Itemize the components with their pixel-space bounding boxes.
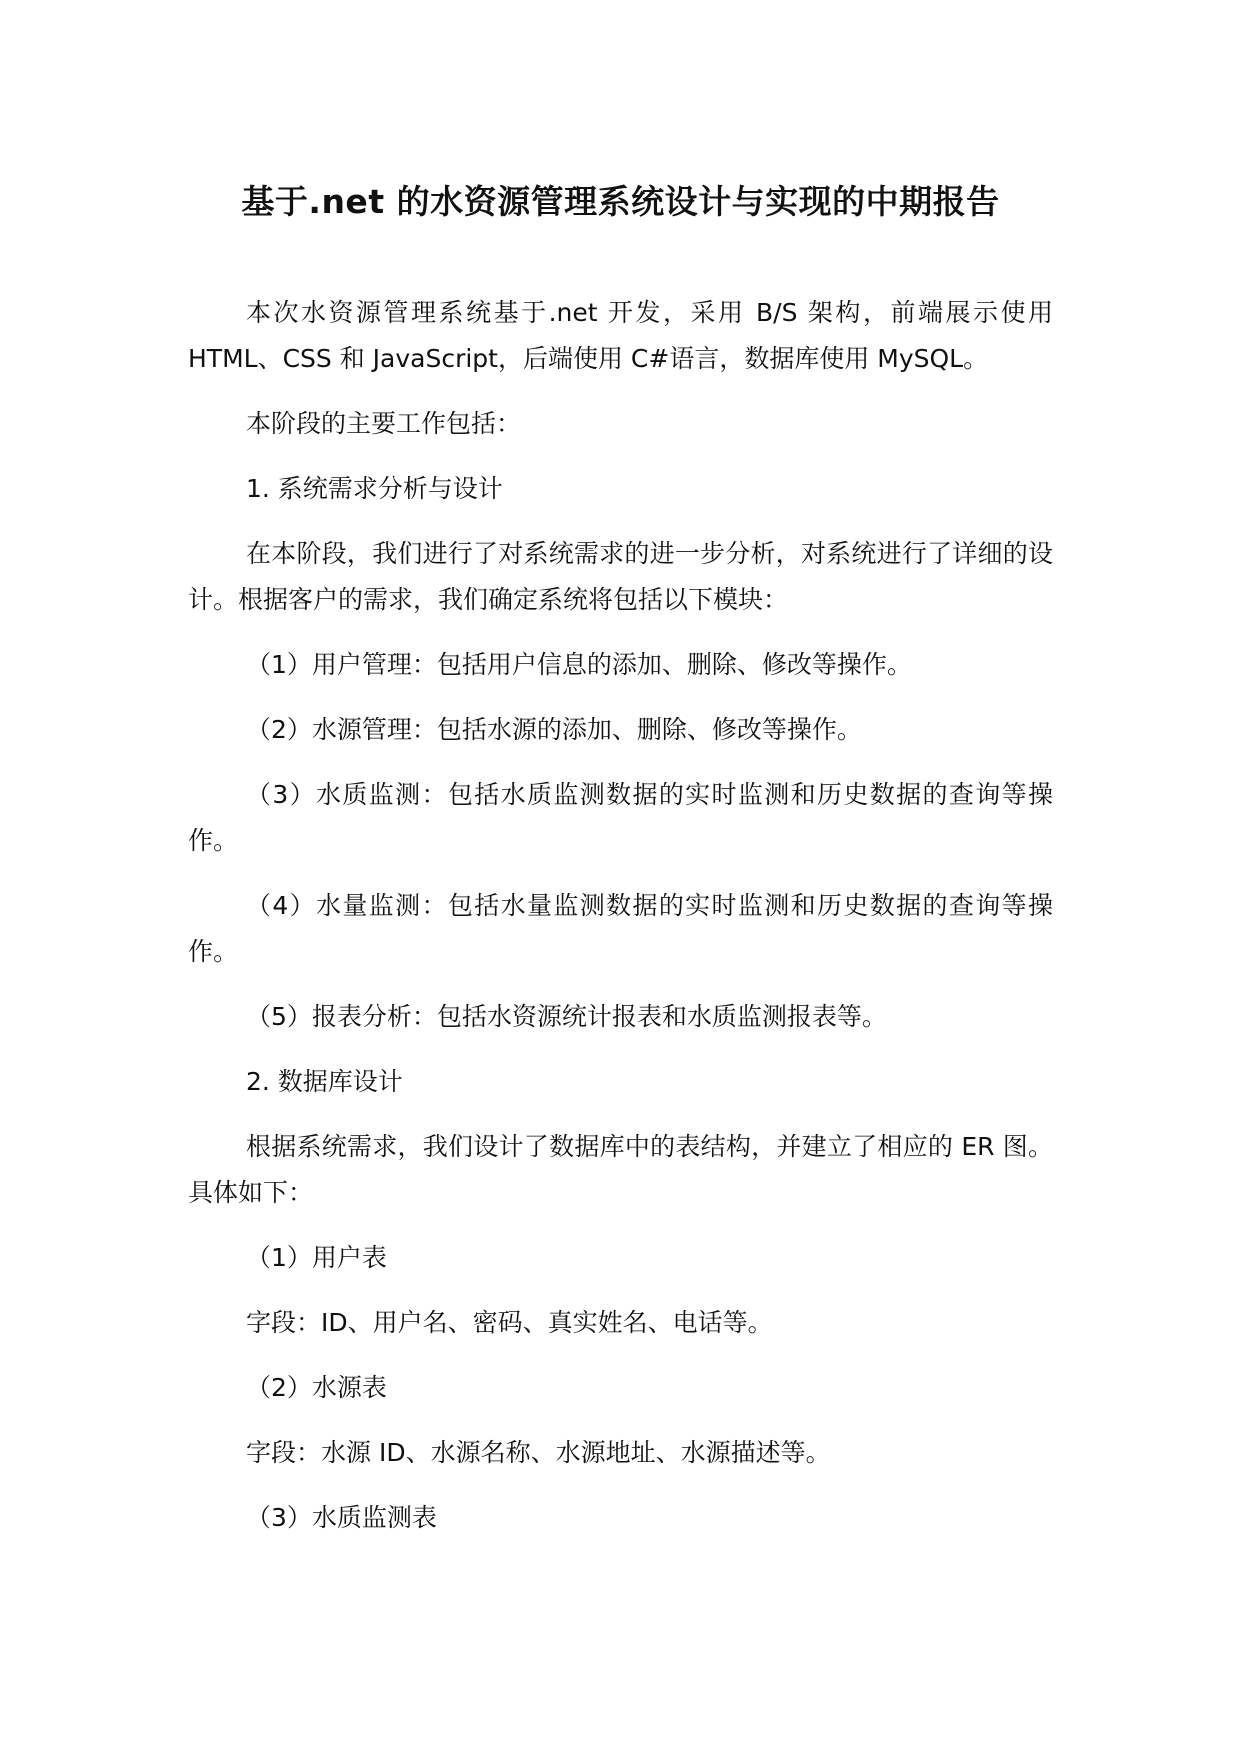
module-item-water-quantity-monitoring: （4）水量监测：包括水量监测数据的实时监测和历史数据的查询等操作。: [188, 891, 1053, 966]
module-item-water-quality-monitoring: （3）水质监测：包括水质监测数据的实时监测和历史数据的查询等操作。: [188, 780, 1053, 855]
section-heading-database: 2. 数据库设计: [246, 1067, 403, 1096]
section-heading-requirements: 1. 系统需求分析与设计: [246, 474, 503, 503]
table-fields-water-source: 字段：水源 ID、水源名称、水源地址、水源描述等。: [246, 1438, 831, 1467]
table-heading-water-source: （2）水源表: [246, 1373, 387, 1402]
table-heading-user: （1）用户表: [246, 1243, 387, 1272]
paragraph-work-summary: 本阶段的主要工作包括：: [246, 409, 522, 438]
document-body: [188, 290, 1053, 1560]
table-fields-user: 字段：ID、用户名、密码、真实姓名、电话等。: [246, 1308, 773, 1337]
paragraph-intro: 本次水资源管理系统基于.net 开发，采用 B/S 架构，前端展示使用 HTML、CSS 和 JavaScript，后端使用 C#语言，数据库使用 MySQL。: [188, 298, 1053, 373]
table-heading-water-quality: （3）水质监测表: [246, 1503, 437, 1532]
paragraph-database: 根据系统需求，我们设计了数据库中的表结构，并建立了相应的 ER 图。具体如下：: [188, 1132, 1053, 1207]
module-item-water-source-management: （2）水源管理：包括水源的添加、删除、修改等操作。: [246, 715, 862, 744]
module-item-user-management: （1）用户管理：包括用户信息的添加、删除、修改等操作。: [246, 650, 912, 679]
module-item-report-analysis: （5）报表分析：包括水资源统计报表和水质监测报表等。: [246, 1002, 887, 1031]
document-title: 基于.net 的水资源管理系统设计与实现的中期报告: [241, 182, 1000, 221]
paragraph-requirements: 在本阶段，我们进行了对系统需求的进一步分析，对系统进行了详细的设计。根据客户的需求，我们确定系统将包括以下模块：: [188, 539, 1053, 614]
